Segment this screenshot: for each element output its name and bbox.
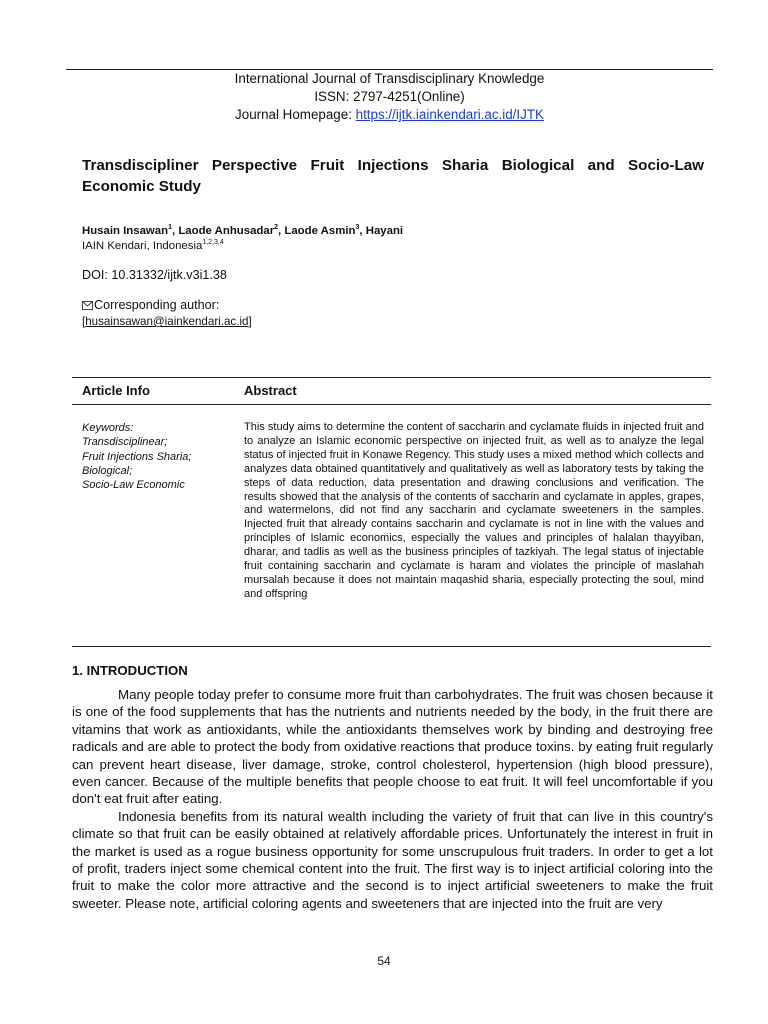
page-number: 54	[377, 954, 391, 968]
envelope-icon	[82, 299, 93, 313]
journal-name: International Journal of Transdisciplinary Knowledge	[234, 71, 545, 86]
corresponding-label: Corresponding author:	[94, 298, 220, 312]
keyword-item: Fruit Injections Sharia;	[82, 450, 192, 463]
keyword-item: Biological;	[82, 464, 133, 477]
author-name: Hayani	[365, 225, 404, 237]
keyword-item: Transdisciplinear;	[82, 436, 168, 449]
journal-homepage-link[interactable]: https://ijtk.iainkendari.ac.id/IJTK	[355, 107, 544, 122]
corresponding-author	[82, 298, 219, 313]
journal-homepage: Journal Homepage: https://ijtk.iainkendari.ac.id/IJTK	[235, 107, 544, 122]
article-info-heading: Article Info	[82, 383, 150, 398]
keywords-label: Keywords:	[82, 422, 134, 434]
section-heading: 1. INTRODUCTION	[72, 663, 188, 678]
author-name: Husain Insawan	[82, 225, 169, 237]
abstract-text: This study aims to determine the content of saccharin and cyclamate fluids in injected fruit and to analyze an Islamic economic perspective on injected fruit, as well as to analyze the legal status of injected fruit in Konawe Regency. This study uses a mixed method which collects and analyzes data obtained quantitatively and qualitatively as well as laboratory tests by taking the steps of data reduction, data presentation and drawing conclusions and verification. The results showed that the analysis of the contents of saccharin and cyclamate in apples, grapes, and watermelons, did not find any saccharin and cyclamate sweeteners in the samples. Injected fruit that already contains saccharin and cyclamate is not in line with the values and principles of Islamic economics, especially the values and principles of halalan thayyiban, dharar, and tadlis as well as the business principles of tazkiyah. The legal status of injectable fruit containing saccharin and cyclamate is haram and violates the principle of maslahah mursalah because it does not maintain maqashid sharia, especially protecting the soul, mind and offspring	[244, 421, 704, 600]
info-top-rule	[72, 377, 711, 378]
doi: DOI: 10.31332/ijtk.v3i1.38	[82, 268, 227, 282]
keyword-item: Socio-Law Economic	[82, 479, 185, 492]
paper-title: Transdiscipliner Perspective Fruit Injections Sharia Biological and Socio-Law Economic Study	[82, 157, 704, 195]
introduction-body	[72, 686, 713, 912]
journal-header	[66, 70, 713, 124]
author-name: Laode Anhusadar	[178, 225, 275, 237]
journal-issn: ISSN: 2797-4251(Online)	[314, 89, 465, 104]
corresponding-email[interactable]: [husainsawan@iainkendari.ac.id]	[82, 315, 252, 328]
paragraph: Indonesia benefits from its natural wealth including the variety of fruit that can live in this country's climate so that fruit can be easily obtained at relatively affordable prices. Unfortunately the interest in fruit in the market is used as a rogue business opportunity for some unscrupulous fruit traders. In order to get a lot of profit, traders inject some chemical content into the fruit. The first way is to inject artificial coloring into the fruit to make the color more attractive and the second is to inject artificial sweeteners to make the fruit sweeter. Please note, artificial coloring agents and sweeteners that are injected into the fruit are very	[72, 808, 713, 911]
info-bottom-rule	[72, 646, 711, 647]
keywords-block	[82, 421, 232, 492]
abstract-heading: Abstract	[244, 383, 297, 398]
affiliation: IAIN Kendari, Indonesia$^{1,2,3,4}$	[82, 239, 224, 252]
paragraph: Many people today prefer to consume more fruit than carbohydrates. The fruit was chosen because it is one of the food supplements that has the nutrients and nutrients needed by the body, in the fruit there are vitamins that work as antioxidants, while the antioxidants themselves work by binding and destroying free radicals and are able to protect the body from oxidative reactions that produce toxins. by eating fruit regularly can prevent heart disease, liver damage, stroke, control cholesterol, hypertension (high blood pressure), even cancer. Because of the multiple benefits that people choose to eat fruit. It will feel uncomfortable if you don't eat fruit after eating.	[72, 687, 713, 807]
author-list: Husain Insawan$^1$, Laode Anhusadar$^2$, Laode Asmin$^3$, Hayani	[82, 224, 404, 237]
info-mid-rule	[72, 404, 711, 405]
author-name: Laode Asmin	[284, 225, 356, 237]
